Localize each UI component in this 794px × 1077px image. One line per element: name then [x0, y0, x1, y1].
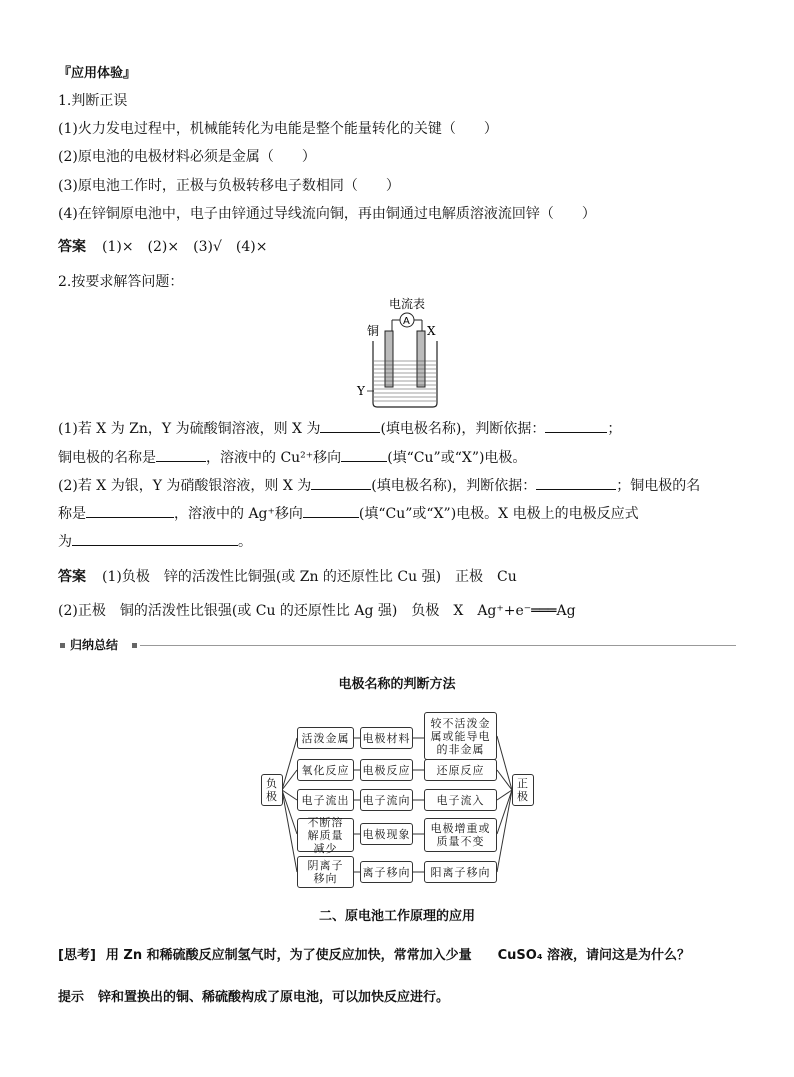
positive-phenomenon-box: 电极增重或质量不变	[424, 818, 497, 852]
criterion-material-box: 电极材料	[360, 727, 413, 749]
negative-electrode-box: 负极	[261, 774, 283, 806]
text: (填“Cu”或“X”)电极。X 电极上的电极反应式	[358, 506, 639, 522]
negative-electron-box: 电子流出	[297, 789, 354, 811]
text: (填“Cu”或“X”)电极。	[387, 450, 527, 466]
positive-reaction-box: 还原反应	[424, 759, 497, 781]
q1-item-1: (1)火力发电过程中，机械能转化为电能是整个能量转化的关键（ ）	[58, 121, 498, 137]
ammeter-symbol: A	[403, 316, 410, 327]
criterion-electron-box: 电子流向	[360, 789, 413, 811]
think-question	[58, 944, 690, 963]
q1-title: 1.判断正误	[58, 93, 128, 109]
text: (填电极名称)，判断依据：	[380, 421, 546, 437]
solution-label: Y	[357, 384, 365, 398]
answer-text: (1)负极 锌的活泼性比铜强(或 Zn 的还原性比 Cu 强) 正极 Cu	[102, 569, 517, 585]
open-bracket: 『	[58, 66, 72, 81]
text: (2)若 X 为银，Y 为硝酸银溶液，则 X 为	[58, 478, 312, 494]
text: ，溶液中的 Ag⁺移向	[174, 506, 303, 522]
text: 铜电极的名称是	[58, 450, 156, 466]
text: (填电极名称)，判断依据：	[371, 478, 537, 494]
ammeter-label: 电流表	[389, 297, 426, 311]
right-electrode-label: X	[427, 324, 436, 338]
answer-text: (1)× (2)× (3)√ (4)×	[102, 239, 268, 255]
negative-reaction-box: 氧化反应	[297, 759, 354, 781]
q1-item-4: (4)在锌铜原电池中，电子由锌通过导线流向铜，再由铜通过电解质溶液流回锌（ ）	[58, 206, 596, 222]
text: 为	[58, 534, 72, 550]
text: 。	[238, 534, 252, 550]
positive-material-box: 较不活泼金属或能导电的非金属	[424, 712, 497, 760]
hint	[58, 986, 449, 1005]
hint-text: 锌和置换出的铜、稀硫酸构成了原电池，可以加快反应进行。	[98, 990, 450, 1005]
negative-phenomenon-box: 不断溶解质量减少	[297, 818, 354, 852]
negative-ion-box: 阴离子移向	[297, 856, 354, 888]
negative-material-box: 活泼金属	[297, 727, 354, 749]
hint-label: 提示	[58, 990, 85, 1005]
left-electrode-label: 铜	[367, 324, 380, 338]
text: 称是	[58, 506, 86, 522]
think-label: [思考]	[58, 948, 96, 963]
text: ，溶液中的 Cu²⁺移向	[206, 450, 342, 466]
criterion-reaction-box: 电极反应	[360, 759, 413, 781]
section-title: 应用体验	[71, 66, 124, 81]
criterion-ion-box: 离子移向	[360, 861, 413, 883]
think-text: 用 Zn 和稀硫酸反应制氢气时，为了使反应加快，常常加入少量 CuSO₄ 溶液，请问这是为什么？	[105, 948, 691, 963]
section2-title: 二、原电池工作原理的应用	[318, 909, 475, 924]
q2-answer-line2: (2)正极 铜的活泼性比银强(或 Cu 的还原性比 Ag 强) 负极 X Ag⁺+e⁻═══Ag	[58, 603, 576, 619]
diagram-title: 电极名称的判断方法	[338, 677, 456, 692]
answer-label: 答案	[58, 569, 86, 585]
text: (1)若 X 为 Zn，Y 为硫酸铜溶液，则 X 为	[58, 421, 321, 437]
positive-electrode-box: 正极	[512, 774, 534, 806]
criterion-phenomenon-box: 电极现象	[360, 823, 413, 845]
text: ；铜电极的名	[616, 478, 701, 494]
positive-ion-box: 阳离子移向	[424, 861, 497, 883]
q1-item-3: (3)原电池工作时，正极与负极转移电子数相同（ ）	[58, 178, 400, 194]
text: ；	[607, 421, 622, 437]
q1-item-2: (2)原电池的电极材料必须是金属（ ）	[58, 149, 316, 165]
answer-label: 答案	[58, 239, 86, 255]
summary-title: 归纳总结	[70, 638, 119, 652]
positive-electron-box: 电子流入	[424, 789, 497, 811]
q2-title: 2.按要求解答问题：	[58, 274, 184, 290]
close-bracket: 』	[123, 66, 137, 81]
